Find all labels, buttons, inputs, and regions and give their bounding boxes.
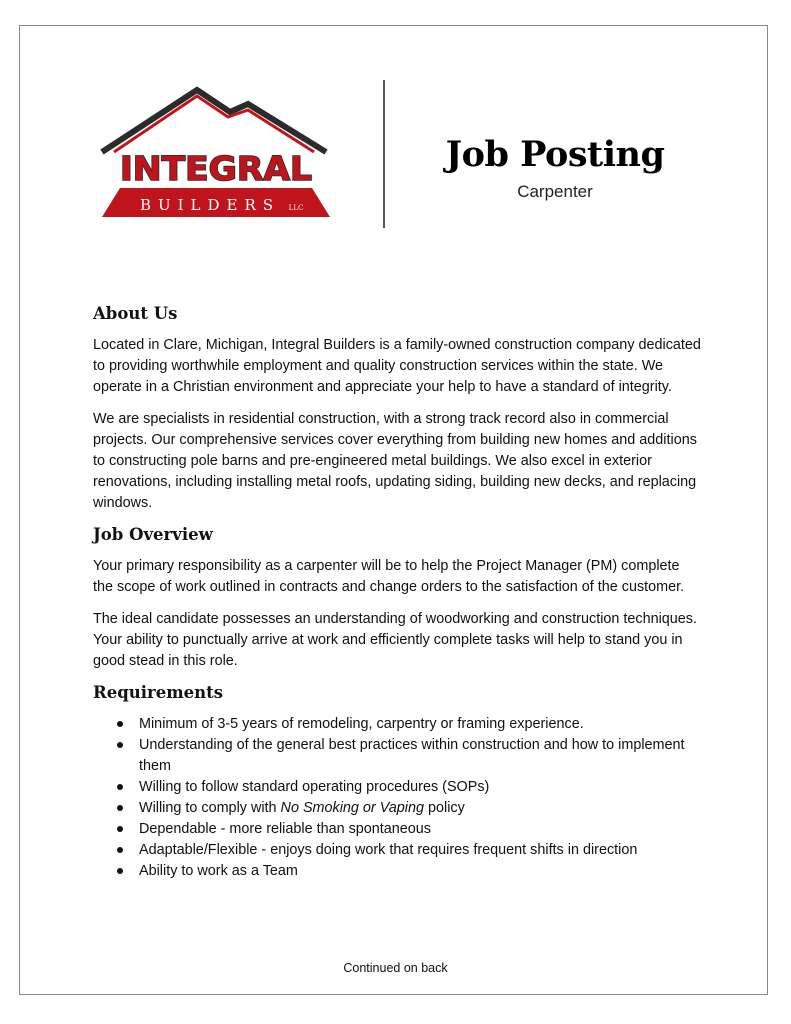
list-item: Minimum of 3-5 years of remodeling, carpentry or framing experience. [139,714,703,735]
overview-heading: Job Overview [93,525,213,544]
header-divider [383,80,385,228]
list-item: Dependable - more reliable than spontaneous [139,819,703,840]
list-item-text: policy [424,800,465,816]
job-title: Carpenter [517,182,593,201]
logo-subword: BUILDERS [139,196,281,214]
overview-paragraph-2: The ideal candidate possesses an understanding of woodworking and construction techniques. Your ability to punctually arrive at work and efficiently complete tasks will help to stand you in good stead in this role. [93,611,697,669]
about-paragraph-2: We are specialists in residential construction, with a strong track record also in commercial projects. Our comprehensive services cover everything from building new homes and additions to constructing pole barns and pre-engineered metal buildings. We also excel in exterior renovations, including installing metal roofs, updating siding, building new decks, and replacing windows. [93,411,697,511]
logo-suffix: LLC [288,204,304,212]
posting-body [93,304,703,882]
logo-wordmark: INTEGRAL [120,149,312,188]
list-item-text: Willing to comply with [139,800,281,816]
continued-note: Continued on back [343,961,448,975]
about-heading: About Us [93,304,178,323]
policy-name: No Smoking or Vaping [280,800,424,816]
list-item: Adaptable/Flexible - enjoys doing work that requires frequent shifts in direction [139,840,703,861]
requirements-heading: Requirements [93,683,224,702]
list-item: Ability to work as a Team [139,861,703,882]
overview-paragraph-1: Your primary responsibility as a carpenter will be to help the Project Manager (PM) complete the scope of work outlined in contracts and change orders to the satisfaction of the customer. [93,558,685,595]
about-paragraph-1: Located in Clare, Michigan, Integral Builders is a family-owned construction company dedicated to providing worthwhile employment and quality construction services within the state. We operate in a Christian environment and appreciate your help to have a standard of integrity. [93,337,701,395]
requirements-list [93,714,703,882]
list-item [139,798,703,819]
integral-builders-logo [100,85,335,220]
list-item: Willing to follow standard operating procedures (SOPs) [139,777,703,798]
page-title: Job Posting [445,134,665,175]
list-item: Understanding of the general best practices within construction and how to implement them [139,735,703,777]
